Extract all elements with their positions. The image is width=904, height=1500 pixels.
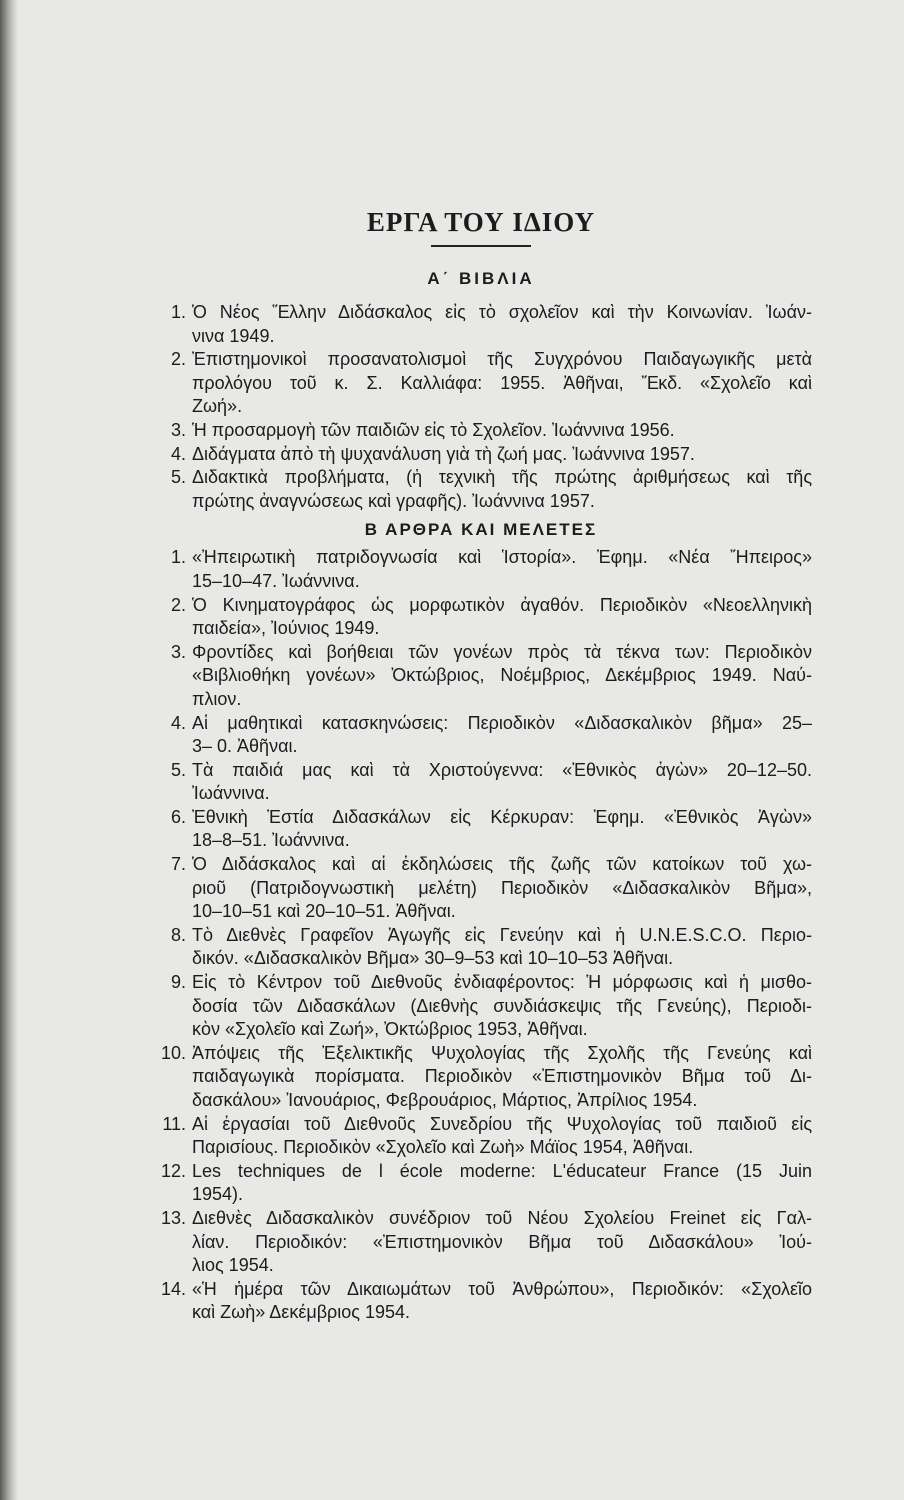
text-line: ριοῦ (Πατριδογνωστικὴ μελέτη) Περιοδικὸν «Διδασκαλικὸν Βῆμα», bbox=[192, 877, 812, 898]
text-line: Ἐπιστημονικοὶ προσανατολισμοὶ τῆς Συγχρόνου Παιδαγωγικῆς μετὰ bbox=[192, 349, 812, 370]
articles-list bbox=[150, 546, 812, 1325]
item-text bbox=[192, 1113, 812, 1160]
item-text bbox=[192, 348, 812, 419]
books-list bbox=[150, 301, 812, 513]
item-number: 4. bbox=[170, 712, 186, 733]
item-number: 14. bbox=[160, 1278, 186, 1299]
page-edge-shadow bbox=[0, 0, 18, 1500]
text-line: «Ἡ ἡμέρα τῶν Δικαιωμάτων τοῦ Ἀνθρώπου», Περιοδικόν: «Σχολεῖο bbox=[192, 1278, 812, 1299]
item-text bbox=[192, 712, 812, 759]
text-line: Διδάγματα ἀπὸ τὴ ψυχανάλυση γιὰ τὴ ζωή μας. Ἰωάννινα 1957. bbox=[192, 443, 695, 464]
text-line: Ἰωάννινα. bbox=[192, 783, 270, 804]
item-text bbox=[192, 1160, 812, 1207]
text-line: Αἱ μαθητικαὶ κατασκηνώσεις: Περιοδικὸν «Διδασκαλικὸν βῆμα» 25– bbox=[192, 712, 812, 733]
list-item bbox=[150, 1113, 812, 1160]
item-text bbox=[192, 971, 812, 1042]
list-item bbox=[150, 1207, 812, 1278]
item-number: 11. bbox=[162, 1113, 186, 1134]
text-line: προλόγου τοῦ κ. Σ. Καλλιάφα: 1955. Ἀθῆναι, Ἔκδ. «Σχολεῖο καὶ bbox=[192, 372, 812, 393]
text-line: νινα 1949. bbox=[192, 325, 275, 346]
text-line: Les techniques de l école moderne: L'éducateur France (15 Juin bbox=[192, 1160, 812, 1181]
text-line: 15–10–47. Ἰωάννινα. bbox=[192, 570, 360, 591]
item-number: 5. bbox=[170, 759, 186, 780]
item-number: 1. bbox=[170, 547, 186, 568]
item-text bbox=[192, 301, 812, 348]
item-number: 8. bbox=[170, 924, 186, 945]
text-line: «Ἠπειρωτικὴ πατριδογνωσία καὶ Ἱστορία». Ἐφημ. «Νέα Ἤπειρος» bbox=[192, 547, 812, 568]
text-line: Φροντίδες καὶ βοήθειαι τῶν γονέων πρὸς τὰ τέκνα των: Περιοδικὸν bbox=[192, 641, 812, 662]
title-rule bbox=[431, 245, 531, 247]
list-item bbox=[150, 641, 812, 712]
text-line: 10–10–51 καὶ 20–10–51. Ἀθῆναι. bbox=[192, 901, 456, 922]
list-item bbox=[150, 1042, 812, 1113]
item-text bbox=[192, 759, 812, 806]
text-line: δασκάλου» Ἰανουάριος, Φεβρουάριος, Μάρτιος, Ἀπρίλιος 1954. bbox=[192, 1090, 698, 1110]
section-b-heading: Β ΑΡΘΡΑ ΚΑΙ ΜΕΛΕΤΕΣ bbox=[364, 520, 598, 540]
list-item bbox=[150, 546, 812, 593]
text-line: Τὰ παιδιά μας καὶ τὰ Χριστούγεννα: «Ἐθνικὸς ἀγὼν» 20–12–50. bbox=[192, 759, 812, 780]
item-text bbox=[192, 806, 812, 853]
item-text bbox=[192, 1207, 812, 1278]
text-line: Αἱ ἐργασίαι τοῦ Διεθνοῦς Συνεδρίου τῆς Ψυχολογίας τοῦ παιδιοῦ εἰς bbox=[192, 1113, 812, 1134]
text-line: πλιον. bbox=[192, 688, 242, 709]
text-line: Παρισίους. Περιοδικὸν «Σχολεῖο καὶ Ζωὴ» Μάϊος 1954, Ἀθῆναι. bbox=[192, 1137, 694, 1158]
text-line: «Βιβλιοθήκη γονέων» Ὀκτώβριος, Νοέμβριος, Δεκέμβριος 1949. Ναύ- bbox=[192, 665, 812, 686]
text-line: πρώτης ἀναγνώσεως καὶ γραφῆς). Ἰωάννινα 1957. bbox=[192, 490, 595, 511]
text-line: Ἀπόψεις τῆς Ἐξελικτικῆς Ψυχολογίας τῆς Σχολῆς τῆς Γενεύης καὶ bbox=[192, 1042, 812, 1063]
item-text bbox=[192, 1278, 812, 1325]
text-line: λιος 1954. bbox=[192, 1255, 274, 1276]
list-item bbox=[150, 1160, 812, 1207]
list-item bbox=[150, 443, 812, 467]
list-item bbox=[150, 1278, 812, 1325]
list-item bbox=[150, 466, 812, 513]
list-item bbox=[150, 853, 812, 924]
item-number: 2. bbox=[170, 594, 186, 615]
text-line: Τὸ Διεθνὲς Γραφεῖον Ἀγωγῆς εἰς Γενεύην καὶ ἡ U.N.E.S.C.O. Περιο- bbox=[192, 924, 812, 945]
item-number: 1. bbox=[170, 302, 186, 322]
item-text bbox=[192, 853, 812, 924]
item-text bbox=[192, 466, 812, 513]
item-text bbox=[192, 1042, 812, 1113]
text-line: λίαν. Περιοδικόν: «Ἐπιστημονικὸν Βῆμα τοῦ Διδασκάλου» Ἰού- bbox=[192, 1231, 812, 1252]
text-line: 1954). bbox=[192, 1184, 244, 1205]
item-number: 6. bbox=[170, 806, 186, 827]
list-item bbox=[150, 301, 812, 348]
item-number: 3. bbox=[170, 419, 186, 440]
item-number: 12. bbox=[160, 1160, 186, 1181]
item-number: 5. bbox=[170, 467, 186, 488]
text-line: καὶ Ζωὴ» Δεκέμβριος 1954. bbox=[192, 1302, 411, 1323]
text-line: Ὁ Νέος Ἕλλην Διδάσκαλος εἰς τὸ σχολεῖον καὶ τὴν Κοινωνίαν. Ἰωάν- bbox=[192, 302, 812, 322]
list-item bbox=[150, 759, 812, 806]
text-line: Ὁ Κινηματογράφος ὡς μορφωτικὸν ἀγαθόν. Περιοδικὸν «Νεοελληνικὴ bbox=[192, 594, 812, 615]
item-text bbox=[192, 924, 812, 971]
text-line: δοσία τῶν Διδασκάλων (Διεθνὴς συνδιάσκεψις τῆς Γενεύης), Περιοδι- bbox=[192, 995, 812, 1016]
list-item bbox=[150, 924, 812, 971]
list-item bbox=[150, 419, 812, 443]
section-a-heading: Α΄ ΒΙΒΛΙΑ bbox=[427, 269, 535, 288]
text-line: παιδαγωγικὰ πορίσματα. Περιοδικὸν «Ἐπιστημονικὸν Βῆμα τοῦ Δι- bbox=[192, 1066, 812, 1087]
document-page bbox=[150, 205, 812, 1325]
text-line: δικόν. «Διδασκαλικὸν Βῆμα» 30–9–53 καὶ 10–10–53 Ἀθῆναι. bbox=[192, 948, 674, 969]
text-line: κὸν «Σχολεῖο καὶ Ζωή», Ὀκτώβριος 1953, Ἀθῆναι. bbox=[192, 1019, 588, 1040]
list-item bbox=[150, 806, 812, 853]
item-text bbox=[192, 594, 812, 641]
text-line: Εἰς τὸ Κέντρον τοῦ Διεθνοῦς ἐνδιαφέροντος: Ἡ μόρφωσις καὶ ἡ μισθο- bbox=[192, 972, 812, 993]
list-item bbox=[150, 348, 812, 419]
item-text bbox=[192, 419, 812, 443]
item-text bbox=[192, 641, 812, 712]
list-item bbox=[150, 971, 812, 1042]
list-item bbox=[150, 594, 812, 641]
item-text bbox=[192, 546, 812, 593]
text-line: Διεθνὲς Διδασκαλικὸν συνέδριον τοῦ Νέου Σχολείου Freinet εἰς Γαλ- bbox=[192, 1207, 812, 1228]
item-number: 13. bbox=[160, 1207, 186, 1228]
list-item bbox=[150, 712, 812, 759]
item-number: 4. bbox=[170, 443, 186, 464]
text-line: Ἐθνικὴ Ἑστία Διδασκάλων εἰς Κέρκυραν: Ἐφημ. «Ἐθνικὸς Ἀγὼν» bbox=[192, 806, 812, 827]
text-line: Ἡ προσαρμογὴ τῶν παιδιῶν εἰς τὸ Σχολεῖον. Ἰωάννινα 1956. bbox=[192, 419, 675, 440]
text-line: 3– 0. Ἀθῆναι. bbox=[192, 736, 298, 757]
text-line: 18–8–51. Ἰωάννινα. bbox=[192, 830, 350, 851]
text-line: Διδακτικὰ προβλήματα, (ἡ τεχνικὴ τῆς πρώτης ἀριθμήσεως καὶ τῆς bbox=[192, 467, 812, 488]
item-number: 10. bbox=[160, 1042, 186, 1063]
item-number: 9. bbox=[170, 972, 186, 993]
item-number: 3. bbox=[170, 641, 186, 662]
text-line: Ζωή». bbox=[192, 396, 243, 417]
text-line: παιδεία», Ἰούνιος 1949. bbox=[192, 618, 380, 639]
item-number: 2. bbox=[170, 349, 186, 370]
page-title: ΕΡΓΑ ΤΟΥ ΙΔΙΟΥ bbox=[366, 207, 596, 237]
item-text bbox=[192, 443, 812, 467]
text-line: Ὁ Διδάσκαλος καὶ αἱ ἐκδηλώσεις τῆς ζωῆς τῶν κατοίκων τοῦ χω- bbox=[192, 854, 812, 875]
item-number: 7. bbox=[170, 854, 186, 875]
